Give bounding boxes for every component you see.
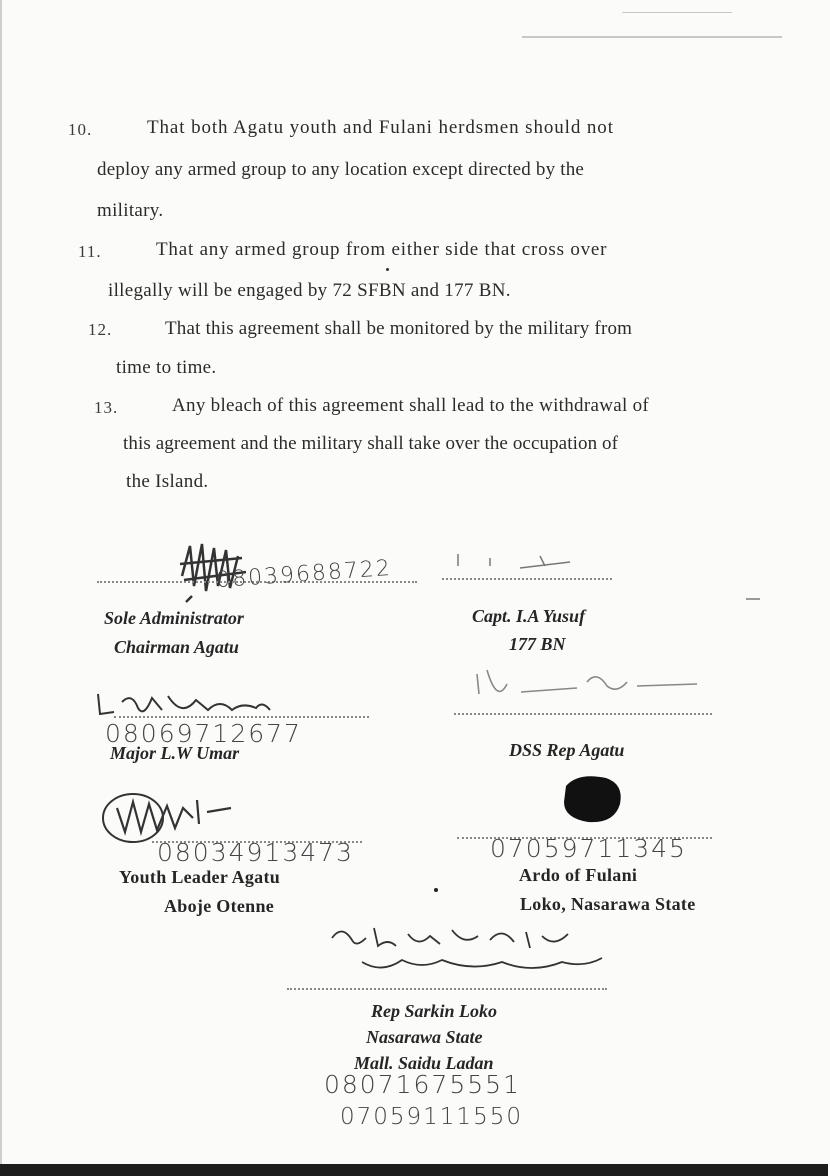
signature-dss-rep [457,664,707,714]
scan-speck [386,268,389,271]
clause-11-line-2: illegally will be engaged by 72 SFBN and 177 BN. [108,280,511,301]
sole-admin-subtitle: Chairman Agatu [114,637,239,657]
phone-major-umar: 08069712677 [105,719,302,748]
clause-12-line-2: time to time. [116,357,217,378]
clause-10-line-3: military. [97,200,164,221]
signature-line-capt-yusuf [442,578,612,580]
clause-12-number: 12. [88,320,113,339]
youth-leader-title: Youth Leader Agatu [119,867,281,887]
rep-sarkin-subtitle: Nasarawa State [366,1027,483,1047]
sole-admin-title: Sole Administrator [104,608,244,628]
phone-ardo: 07059711345 [490,834,687,863]
signature-capt-yusuf [450,548,600,578]
phone-rep-sarkin: 08071675551 [324,1070,521,1099]
clause-13-line-1: Any bleach of this agreement shall lead to the withdrawal of [172,395,650,416]
signature-line-dss-rep [454,713,712,715]
capt-yusuf-title: Capt. I.A Yusuf [472,606,586,626]
rep-sarkin-title: Rep Sarkin Loko [371,1001,498,1021]
scan-mark-top-2 [622,12,732,13]
dss-rep-title: DSS Rep Agatu [509,740,625,760]
clause-13-line-3: the Island. [126,471,209,492]
ardo-subtitle: Loko, Nasarawa State [520,894,696,914]
clause-11-line-1: That any armed group from either side that cross over [156,239,608,260]
clause-10-line-2: deploy any armed group to any location except directed by the [97,159,585,180]
phone-sole-admin: 08039688722 [215,555,393,594]
clause-10-number: 10. [68,120,93,139]
clause-13-number: 13. [94,398,119,417]
clause-12-line-1: That this agreement shall be monitored by the military from [165,318,633,339]
youth-leader-subtitle: Aboje Otenne [164,896,275,916]
rep-sarkin-name: Mall. Saidu Ladan [354,1053,494,1073]
signature-line-major-umar [114,716,369,718]
clause-13-line-2: this agreement and the military shall take over the occupation of [123,433,619,454]
scan-speck [746,598,760,600]
ardo-title: Ardo of Fulani [519,865,638,885]
scan-speck [434,888,438,892]
phone-rep-sarkin-2: 07059111550 [340,1104,523,1130]
clause-10-line-1: That both Agatu youth and Fulani herdsmen should not [147,117,614,138]
bottom-bar [0,1164,828,1176]
signature-rep-sarkin [322,918,622,978]
redacted-signature-ardo [558,772,628,826]
phone-youth-leader: 08034913473 [157,838,354,867]
scan-mark-top [522,36,782,38]
capt-yusuf-subtitle: 177 BN [509,634,566,654]
clause-11-number: 11. [78,242,102,261]
major-umar-title: Major L.W Umar [110,743,240,763]
signature-line-rep-sarkin [287,988,607,990]
